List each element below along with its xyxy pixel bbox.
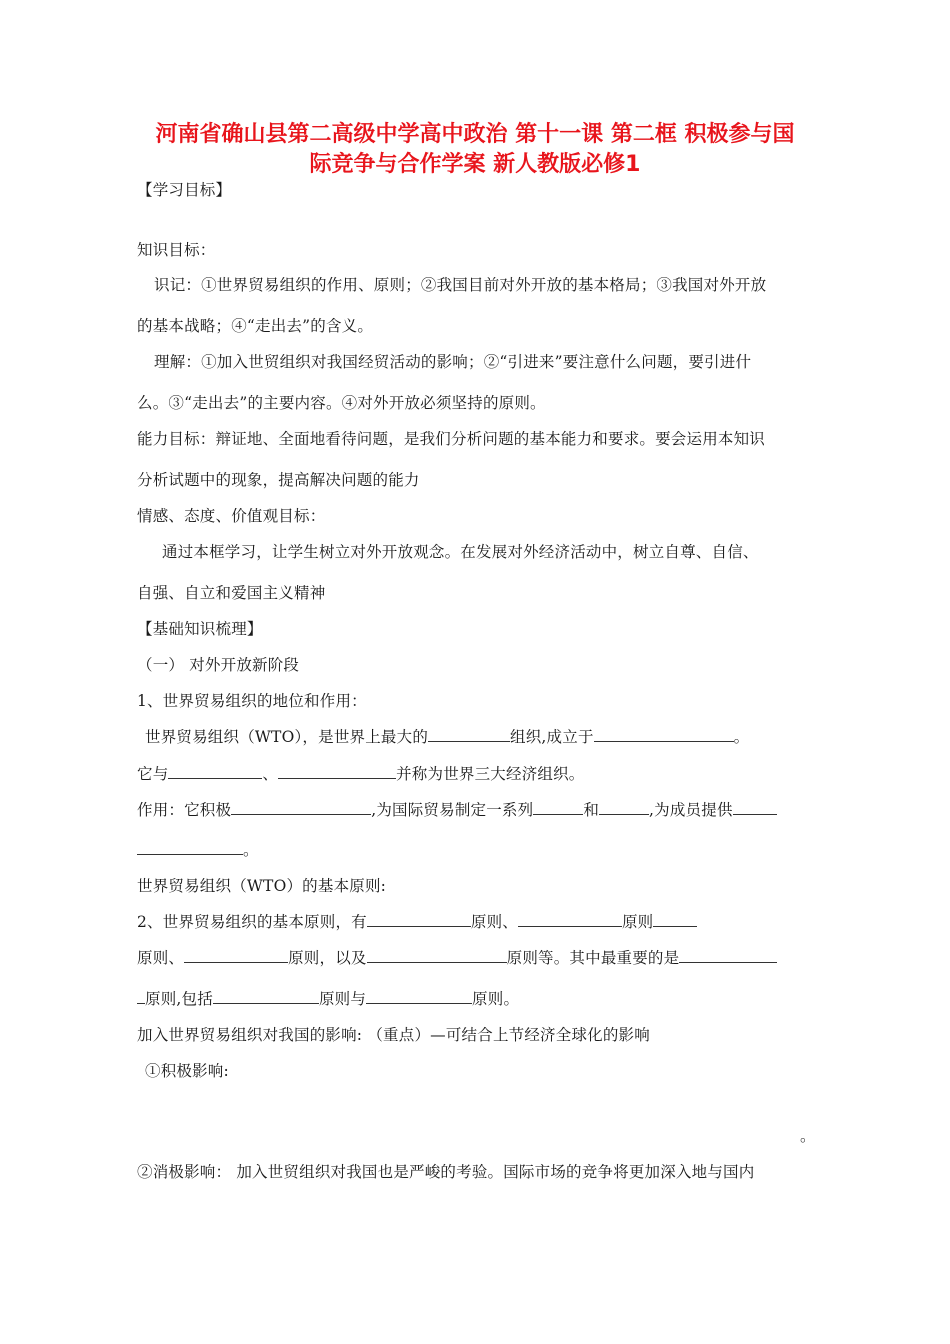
emotion-text-2: 自强、自立和爱国主义精神	[137, 584, 326, 602]
ability-text-1: 能力目标：辩证地、全面地看待问题，是我们分析问题的基本能力和要求。要会运用本知识	[137, 430, 766, 448]
fill-blank[interactable]	[428, 727, 510, 742]
text: 作用：它积极	[137, 801, 232, 819]
fill-blank[interactable]	[533, 800, 583, 815]
text: 原则、	[137, 949, 185, 967]
text: 原则。	[472, 990, 520, 1008]
wto-definition-line	[145, 727, 825, 747]
learning-goals-header: 【学习目标】	[137, 181, 232, 199]
impact-heading: 加入世界贸易组织对我国的影响: （重点）—可结合上节经济全球化的影响	[137, 1026, 650, 1044]
fill-blank[interactable]	[679, 948, 777, 963]
principles-line-2	[137, 948, 817, 968]
fill-blank[interactable]	[168, 764, 262, 779]
fill-blank[interactable]	[367, 912, 471, 927]
wto-principles-heading: 世界贸易组织（WTO）的基本原则:	[137, 877, 387, 895]
fill-blank[interactable]	[366, 989, 472, 1004]
text: ,为国际贸易制定一系列	[371, 801, 534, 819]
fill-blank[interactable]	[653, 912, 697, 927]
emotion-text-1: 通过本框学习，让学生树立对外开放观念。在发展对外经济活动中，树立自尊、自信、	[162, 543, 759, 561]
text: 原则，以及	[288, 949, 367, 967]
text: 2、世界贸易组织的基本原则，有	[137, 913, 367, 931]
text: ,为成员提供	[649, 801, 733, 819]
remember-text-1: 识记：①世界贸易组织的作用、原则；②我国目前对外开放的基本格局；③我国对外开放	[154, 276, 767, 294]
understand-text-1: 理解：①加入世贸组织对我国经贸活动的影响；②“引进来”要注意什么问题，要引进什	[154, 353, 752, 371]
fill-blank[interactable]	[213, 989, 319, 1004]
text: 它与	[137, 765, 169, 783]
text: 原则	[621, 913, 654, 931]
fill-blank[interactable]	[137, 840, 243, 855]
wto-status-heading: 1、世界贸易组织的地位和作用：	[137, 692, 367, 710]
fill-blank[interactable]	[594, 727, 734, 742]
knowledge-goals-label: 知识目标：	[137, 241, 216, 259]
document-title-line-1: 河南省确山县第二高级中学高中政治 第十一课 第二框 积极参与国	[155, 122, 795, 147]
text: 组织,成立于	[510, 728, 594, 746]
basics-header: 【基础知识梳理】	[137, 620, 263, 638]
remember-text-2: 的基本战略；④“走出去”的含义。	[137, 317, 374, 335]
fill-blank[interactable]	[184, 948, 288, 963]
wto-role-continuation	[137, 840, 817, 860]
wto-organizations-line	[137, 764, 817, 784]
text: 原则等。其中最重要的是	[506, 949, 680, 967]
text: 原则与	[318, 990, 367, 1008]
ability-text-2: 分析试题中的现象，提高解决问题的能力	[137, 471, 420, 489]
document-title-line-2: 际竞争与合作学案 新人教版必修1	[309, 152, 641, 177]
fill-blank[interactable]	[367, 948, 507, 963]
understand-text-2: 么。③“走出去”的主要内容。④对外开放必须坚持的原则。	[137, 394, 546, 412]
principles-line-1	[137, 912, 817, 932]
text: 原则,包括	[145, 990, 213, 1008]
positive-impact-label: ①积极影响:	[145, 1062, 229, 1080]
fill-blank[interactable]	[518, 912, 622, 927]
principles-line-3	[137, 989, 817, 1009]
text: 。	[243, 841, 259, 859]
fill-blank[interactable]	[599, 800, 649, 815]
text: 、	[262, 765, 279, 783]
fill-blank[interactable]	[231, 800, 371, 815]
wto-role-line	[137, 800, 817, 820]
emotion-goals-label: 情感、态度、价值观目标：	[137, 507, 326, 525]
text: 并称为世界三大经济组织。	[396, 765, 585, 783]
fill-blank[interactable]	[137, 989, 145, 1004]
ending-period: 。	[800, 1127, 816, 1145]
text: 。	[733, 728, 750, 746]
fill-blank[interactable]	[733, 800, 777, 815]
part-one-heading: （一） 对外开放新阶段	[137, 656, 300, 674]
fill-blank[interactable]	[278, 764, 396, 779]
text: 原则、	[470, 913, 518, 931]
negative-impact-text: ②消极影响： 加入世贸组织对我国也是严峻的考验。国际市场的竞争将更加深入地与国内	[137, 1163, 755, 1181]
text: 和	[583, 801, 600, 819]
text: 世界贸易组织（WTO），是世界上最大的	[145, 728, 429, 746]
